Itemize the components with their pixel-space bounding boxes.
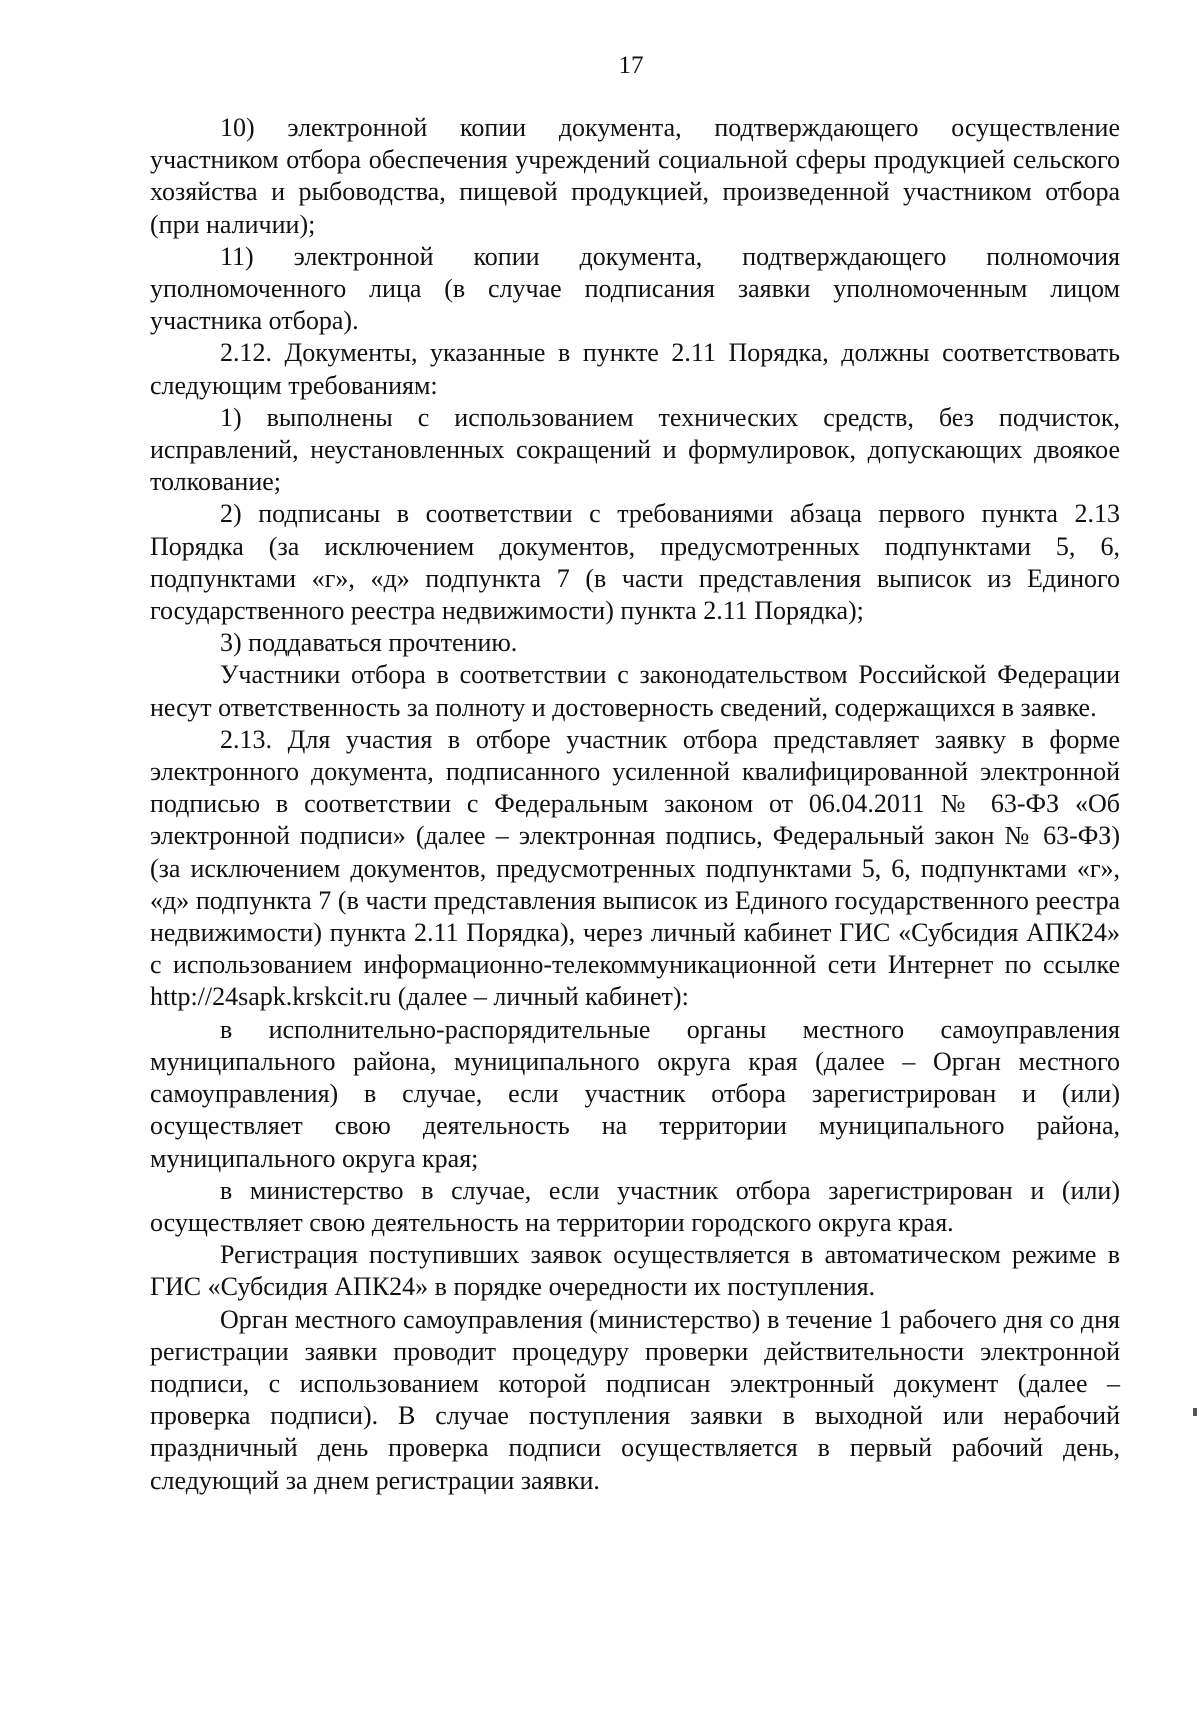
paragraph-participants-responsibility: Участники отбора в соответствии с законодательством Российской Федерации несут ответственность за полноту и достоверность сведений, содержащихся в заявке. bbox=[150, 660, 1120, 722]
paragraph-requirement-1: 1) выполнены с использованием технических средств, без подчисток, исправлений, неустановленных сокращений и формулировок, допускающих двоякое толкование; bbox=[150, 402, 1120, 497]
paragraph-registration: Регистрация поступивших заявок осуществляется в автоматическом режиме в ГИС «Субсидия АПК24» в порядке очередности их поступления. bbox=[150, 1240, 1120, 1302]
paragraph-requirement-3: 3) поддаваться прочтению. bbox=[220, 628, 518, 658]
paragraph-requirement-2: 2) подписаны в соответствии с требованиями абзаца первого пункта 2.13 Порядка (за исключением документов, предусмотренных подпунктами 5, 6, подпунктами «г», «д» подпункта 7 (в части представления выписок из Единого государственного реестра недвижимости) пункта 2.11 Порядка); bbox=[150, 499, 1120, 626]
paragraph-item-11: 11) электронной копии документа, подтверждающего полномочия уполномоченного лица (в случае подписания заявки уполномоченным лицом участника отбора). bbox=[150, 241, 1120, 336]
paragraph-clause-2-12: 2.12. Документы, указанные в пункте 2.11 Порядка, должны соответствовать следующим требованиям: bbox=[150, 338, 1120, 400]
paragraph-clause-2-13: 2.13. Для участия в отборе участник отбора представляет заявку в форме электронного документа, подписанного усиленной квалифицированной электронной подписью в соответствии с Федеральным законом от 06.04.2011 № 63-ФЗ «Об электронной подписи» (далее – электронная подпись, Федеральный закон № 63-ФЗ) (за исключением документов, предусмотренных подпунктами 5, 6, подпунктами «г», «д» подпункта 7 (в части представления выписок из Единого государственного реестра недвижимости) пункта 2.11 Порядка), через личный кабинет ГИС «Субсидия АПК24» с использованием информационно-телекоммуникационной сети Интернет по ссылке http://24sapk.krskcit.ru (далее – личный кабинет): bbox=[150, 724, 1120, 1012]
page-number: 17 bbox=[618, 52, 644, 79]
document-body bbox=[150, 112, 1120, 1497]
paragraph-item-10: 10) электронной копии документа, подтверждающего осуществление участником отбора обеспечения учреждений социальной сферы продукцией сельского хозяйства и рыбоводства, пищевой продукцией, произведенной участником отбора (при наличии); bbox=[150, 113, 1120, 239]
paragraph-local-authorities: в исполнительно-распорядительные органы местного самоуправления муниципального района, муниципального округа края (далее – Орган местного самоуправления) в случае, если участник отбора зарегистрирован и (или) осуществляет свою деятельность на территории муниципального района, муниципального округа края; bbox=[150, 1014, 1120, 1173]
paragraph-signature-check: Орган местного самоуправления (министерство) в течение 1 рабочего дня со дня регистрации заявки проводит процедуру проверки действительности электронной подписи, с использованием которой подписан электронный документ (далее – проверка подписи). В случае поступления заявки в выходной или нерабочий праздничный день проверка подписи осуществляется в первый рабочий день, следующий за днем регистрации заявки. bbox=[150, 1304, 1120, 1495]
paragraph-ministry: в министерство в случае, если участник отбора зарегистрирован и (или) осуществляет свою деятельность на территории городского округа края. bbox=[150, 1175, 1120, 1237]
scan-edge-mark bbox=[1193, 1408, 1197, 1416]
